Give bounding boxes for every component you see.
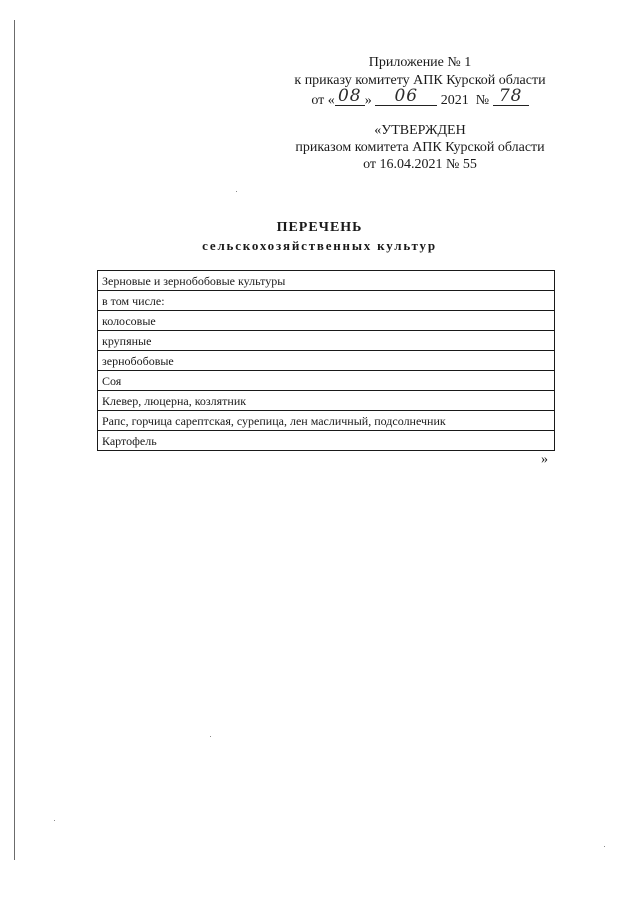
document-subtitle: сельскохозяйственных культур	[202, 238, 437, 253]
approved-by-order: приказом комитета АПК Курской области	[295, 140, 545, 155]
month-field	[375, 86, 437, 106]
table-row	[98, 431, 555, 451]
page-edge-line	[14, 20, 15, 860]
appendix-date-line	[270, 86, 570, 110]
handwritten-month: 06	[394, 86, 419, 106]
table-row	[98, 411, 555, 431]
handwritten-number: 78	[498, 86, 523, 106]
number-field	[493, 86, 529, 106]
crop-cell: зернобобовые	[98, 351, 555, 371]
appendix-order-ref: к приказу комитету АПК Курской области	[294, 73, 546, 88]
scan-speck	[54, 820, 55, 821]
crop-cell: Соя	[98, 371, 555, 391]
crop-cell: колосовые	[98, 311, 555, 331]
scan-speck	[236, 191, 237, 192]
date-prefix: от «	[311, 93, 335, 108]
appendix-title: Приложение № 1	[368, 55, 472, 70]
document-title: ПЕРЕЧЕНЬ	[276, 220, 363, 235]
table-row	[98, 271, 555, 291]
crop-cell: Рапс, горчица сарептская, сурепица, лен масличный, подсолнечник	[98, 411, 555, 431]
date-close-quote: »	[364, 93, 372, 108]
appendix-header	[270, 54, 570, 110]
table-row	[98, 291, 555, 311]
crop-cell: в том числе:	[98, 291, 555, 311]
table-row	[98, 371, 555, 391]
year-text: 2021	[440, 93, 469, 108]
scan-speck	[210, 736, 211, 737]
crops-table	[97, 270, 555, 451]
day-field	[335, 86, 365, 106]
crop-cell: Картофель	[98, 431, 555, 451]
table-row	[98, 351, 555, 371]
table-row	[98, 331, 555, 351]
table-row	[98, 311, 555, 331]
crop-cell: Клевер, люцерна, козлятник	[98, 391, 555, 411]
handwritten-day: 08	[337, 86, 362, 106]
crop-cell: крупяные	[98, 331, 555, 351]
closing-quote: »	[541, 452, 548, 467]
approval-block	[270, 122, 570, 173]
scan-speck	[604, 846, 605, 847]
crop-cell: Зерновые и зернобобовые культуры	[98, 271, 555, 291]
number-sign: №	[475, 93, 490, 108]
table-row	[98, 391, 555, 411]
approved-date: от 16.04.2021 № 55	[363, 157, 477, 172]
approved-heading: «УТВЕРЖДЕН	[374, 123, 466, 138]
